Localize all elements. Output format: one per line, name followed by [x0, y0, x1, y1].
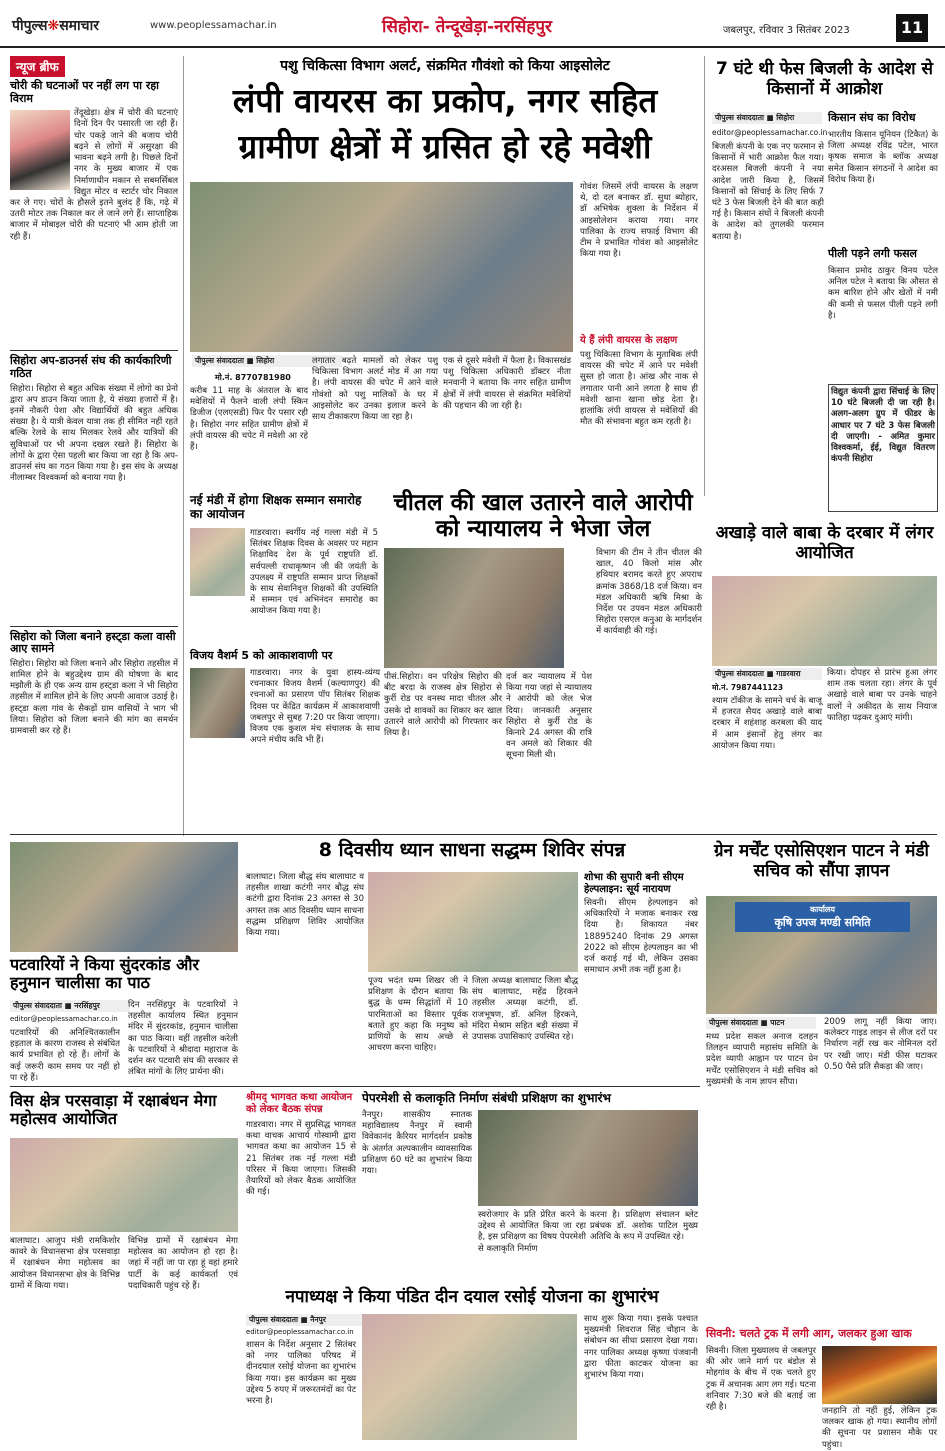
issue-date: जबलपुर, रविवार 3 सितंबर 2023 — [723, 25, 850, 36]
patwari-headline: पटवारियों ने किया सुंदरकांड और हनुमान चालीसा का पाठ — [10, 955, 200, 993]
grain-byline: पीपुल्स संवाददाता ■ पाटन — [706, 1017, 816, 1029]
divider — [10, 350, 178, 351]
page-number: 11 — [896, 14, 928, 42]
seoni-headline: सिवनी: चलते ट्रक में लगी आग, जलकर हुआ खाक — [706, 1327, 912, 1340]
nagar-email: editor@peoplessamachar.co.in — [246, 1328, 354, 1336]
chital-headline: चीतल की खाल उतारने वाले आरोपी को न्यायालय ने भेजा जेल — [393, 490, 693, 543]
section-divider — [10, 834, 937, 835]
nagar-photo — [362, 1314, 577, 1440]
akhada-headline: अखाड़े वाले बाबा के दरबार में लंगर आयोजित — [715, 523, 934, 563]
lead-body-3: एक से दूसरे मवेशी में फैला है। विकासखंड पशु चिकित्सा अधिकारी डॉक्टर नीता मनवानी ने बताया कि नगर सहित ग्रामीण क्षेत्रों में लंपी वायरस से संक्रमित मवेशियों की पहचान की जा रही है। — [443, 356, 571, 411]
akhada-body-1: श्याम टॉकीज के सामने चर्च के बाजू में हजरत सैयद अखाड़े वाले बाबा दरबार में शहंशाह करबला की याद में आम इंसानों हेतु लंगर का आयोजन किया गया। — [712, 696, 822, 751]
electricity-quote-box: विद्युत कंपनी द्वारा सिंचाई के लिए 10 घंटे बिजली दी जा रही है। अलग-अलग ग्रुप में फीडर के आधार पर 7 घंटे 3 फेस बिजली दी जाएगी। - अमित कुमार विश्वकर्मा, ईई, विद्युत वितरण कंपनी सिहोरा — [828, 384, 938, 512]
nagar-headline: नपाध्यक्ष ने किया पंडित दीन दयाल रसोई योजना का शुभारंभ — [285, 1287, 659, 1307]
dhyan-body-1: बालाघाट। जिला बौद्ध संघ बालाघाट व तहसील शाखा कटंगी नगर बौद्ध संघ कटंगी द्वारा दिनांक 23 अगस्त से 30 अगस्त तक आठ दिवसीय ध्यान साधना सद्धम्म प्रशिक्षण शिविर आयोजित किया गया। — [246, 872, 364, 939]
paper-caption: स्वरोजगार के प्रति प्रेरित करने के उद्देश्य से आयोजित किया जा रहा है, इस प्रशिक्षण का विषय पेपरमेशी से कलाकृति निर्माण — [478, 1210, 586, 1254]
akhada-mobile: मो.नं. 7987441123 — [712, 683, 784, 692]
newspaper-logo: पीपुल्स❋समाचार — [12, 18, 99, 34]
patwari-byline: पीपुल्स संवाददाता ■ नरसिंहपुर — [10, 1000, 130, 1012]
dhyan-body-2: जिला अध्यक्ष बालाघाट जिला बौद्ध संघ बालाघाट, महेंद्र हिरकने तहसील अध्यक्ष कटंगी, डॉ. राजभूषण, डॉ. अनिल हिरकने, मंदिरा मेश्राम सहित बड़ी संख्या में उपासक उपासिकाएं उपस्थित रहे। — [472, 976, 578, 1043]
section-divider — [10, 1086, 700, 1087]
akhada-photo-langar — [712, 576, 937, 666]
patwari-body-1: पटवारियों की अनिश्चितकालीन हड़ताल के कारण राजस्व से संबंधित कार्य प्रभावित हो रहे हैं। लोगों के कई जरूरी काम समय पर नहीं हो पा रहे हैं। — [10, 1028, 120, 1083]
news-brief-column — [10, 56, 178, 876]
brief-body-district: सिहोरा। सिहोरा को जिला बनाने और सिहोरा तहसील में शामिल होने के बहुउद्देश्य ग्राम की घोषणा के बाद मझौली के ही एक अन्य ग्राम हस्ट्डा कला ने भी सिहोरा तहसील में शामिल होने के लिए अपनी आवाज उठाई है। हस्ट्डा कला गांव के सैकड़ों ग्राम वासियों ने भाग भी लिया। सिहोरा को जिला बनाने की मांग का समर्थन ग्रामवासी कर रहे हैं। — [10, 658, 178, 737]
paper-body: नैनपुर। शासकीय स्नातक महाविद्यालय नैनपुर में स्वामी विवेकानंद कैरियर मार्गदर्शन प्रकोष्ठ के अंतर्गत अल्पकालीन व्यावसायिक प्रशिक्षण 60 घंटे का शुभारंभ किया गया। — [362, 1110, 472, 1177]
electricity-side-body-2: किसान प्रमोद ठाकुर विनय पटेल अनिल पटेल ने बताया कि औसत से कम बारिश होने और खेतों में नमी की कमी से फसल पीली पड़ने लगी है। — [828, 266, 938, 321]
lead-photo-byline: पीपुल्स संवाददाता ■ सिहोरा — [192, 355, 342, 367]
section-title: सिहोरा- तेन्दूखेड़ा-नरसिंहपुर — [382, 17, 553, 37]
electricity-side-head-2: पीली पड़ने लगी फसल — [828, 247, 918, 260]
electricity-side-head-1: किसान संघ का विरोध — [828, 111, 916, 124]
lead-mobile: मो.नं. 8770781980 — [215, 373, 291, 382]
electricity-body: बिजली कंपनी के एक नए फरमान से किसानों में भारी आक्रोश फैल गया। दरअसल बिजली कंपनी ने नया आदेश जारी किया है, जिसमें किसानों को सिंचाई के लिए सिर्फ 7 घंटे 3 फेस बिजली देने की बात कही गई है। किसान संघों ने बिजली कंपनी के आदेश को तुगलकी फरमान बताया है। — [712, 142, 824, 242]
teacher-portrait — [190, 528, 245, 596]
patwari-photo — [10, 842, 238, 952]
grain-headline: ग्रेन मर्चेंट एसोसिएशन पाटन ने मंडी सचिव को सौंपा ज्ञापन — [714, 841, 929, 881]
column-rule — [183, 56, 184, 836]
raksha-body-2: विभिन्न ग्रामों में रक्षाबंधन मेगा महोत्सव का आयोजन हो रहा है। जहां में नहीं जा पा रहा हूं वहां हमारे पार्टी के कई कार्यकर्ता एवं पदाधिकारी पहुंच रहे हैं। — [128, 1236, 238, 1291]
dhyan-photo — [368, 872, 578, 972]
chital-photo-accused — [384, 548, 564, 668]
akhada-byline: पीपुल्स संवाददाता ■ गाडरवारा — [712, 668, 822, 680]
raksha-body-1: बालाघाट। आजुप मंत्री रामकिशोर कावरे के विधानसभा क्षेत्र परसवाड़ा में रक्षाबंधन मेगा महोत्सव का आयोजन विधानसभा क्षेत्र के विभिन्न ग्रामों में किया गया। — [10, 1236, 120, 1291]
patwari-email: editor@peoplessamachar.co.in — [10, 1015, 118, 1023]
nagar-body-1: शासन के निर्देश अनुसार 2 सितंबर को नगर पालिका परिषद में दीनदयाल रसोई योजना का शुभारंभ किया गया। इस कार्यक्रम का मुख्य उद्देश्य 5 रुपए में जरूरतमंदों का पेट भरना है। — [246, 1340, 356, 1407]
seoni-caption: जनहानि तो नहीं हुई, लेकिन ट्रक जलकर खाक हो गया। स्थानीय लोगों की सूचना पर प्रशासन मौके पर पहुंचा। — [822, 1406, 937, 1450]
mandi-board-top: कार्यालय — [810, 905, 835, 914]
shobha-body: सिवनी। सीएम हेल्पलाइन को अधिकारियों ने मजाक बनाकर रख दिया है। शिकायत नंबर 18895240 दिनांक 29 अगस्त 2022 को सीएम हेल्पलाइन का भी दर्ज कराई गई थी, लेकिन उसका समाधान अभी तक नहीं हुआ है। — [584, 898, 698, 976]
lead-subhead-symptoms: ये हैं लंपी वायरस के लक्षण — [580, 335, 678, 346]
raksha-photo — [10, 1138, 238, 1232]
lead-body-1: करीब 11 माह के अंतराल के बाद मवेशियों में फैलने वाली लंपी स्किन डिजीज (एलएसडी) फिर पैर पसार रही है। सिहोरा नगर सहित ग्रामीण क्षेत्रों में लंपी वायरस की चपेट में मवेशी आ रहे हैं। — [190, 386, 308, 453]
brief-body-theft: तेंदूखेड़ा। क्षेत्र में चोरी की घटनाएं दिनों दिन पैर पसारती जा रही हैं। चोर पकड़े जाने की बजाय चोरी बढ़ने से लोगों में असुरक्षा की भावना बढ़ने लगी है। पिछले दिनों नगर के मुख्य बाजार में एक निर्माणाधीन मकान से सबमर्सिबल विद्युत मोटर व स्टार्टर चोर निकाल कर ले गए। चोरों के हौसले इतने बुलंद हैं कि, गढ़े में उतरी मोटर तक निकाल कर ले जाने लगे हैं। साप्ताहिक बाजार में मोबाइल चोरी की घटनाएं भी आम होती जा रही हैं। — [10, 108, 178, 242]
seoni-body: सिवनी। जिला मुख्यालय से जबलपुर की ओर जाने मार्ग पर बंडोल से मोहगांव के बीच में एक चलते हुए ट्रक में अचानक आग लग गई। घटना शनिवार 7:30 बजे की बताई जा रही है। — [706, 1346, 816, 1413]
mandi-board — [735, 902, 910, 932]
nagar-byline: पीपुल्स संवाददाता ■ नैनपुर — [246, 1314, 376, 1326]
mandi-board-title: कृषि उपज मण्डी समिति — [774, 916, 871, 929]
electricity-headline: 7 घंटे थी फेस बिजली के आदेश से किसानों में आक्रोश — [716, 59, 933, 99]
teacher-headline: नई मंडी में होगा शिक्षक सम्मान समारोह का आयोजन — [190, 493, 362, 521]
akhada-body-2: किया। दोपहर से प्रारंभ हुआ लंगर शाम तक चलता रहा। लंगर के पूर्व अखाड़े वाले बाबा पर उनके चाहने वालों ने अकीदत के साथ नियाज फातिहा पढ़कर दुआएं मांगी। — [827, 668, 937, 723]
thief-illustration — [10, 110, 70, 190]
vijay-body: गाडरवारा। नगर के युवा हास्य-व्यंग्य रचनाकार विजय वैशर्म (कल्याणपुर) की रचनाओं का प्रसारण पॉप सितंबर शिक्षक दिवस पर केंद्रित कार्यक्रम में आकाशवाणी जबलपुर से सुबह 7:20 पर किया जाएगा। विजय एक कुशल मंच संचालक के साथ अपने मंचीय कवि भी हैं। — [250, 668, 380, 746]
divider — [10, 626, 178, 627]
bhagwat-headline: श्रीमद् भागवत कथा आयोजन को लेकर बैठक संपन्न — [246, 1092, 353, 1115]
vijay-portrait — [190, 668, 245, 738]
grain-body-2: 2009 लागू नहीं किया जाए। कलेक्टर गाइड लाइन से लीज दरों पर निर्धारण नहीं रख कर नोमिनल दरों पर रखी जाए। मंडी फीस घटाकर 0.50 पैसे प्रति सैकड़ा की जाए। — [824, 1017, 937, 1072]
lead-headline-line1: लंपी वायरस का प्रकोप, नगर सहित — [232, 81, 658, 120]
brief-headline-updowners: सिहोरा अप-डाउनर्स संघ की कार्यकारिणी गठित — [10, 354, 172, 380]
brief-headline-theft: चोरी की घटनाओं पर नहीं लग पा रहा विराम — [10, 79, 160, 105]
electricity-byline: पीपुल्स संवाददाता ■ सिहोरा — [712, 112, 822, 124]
lead-photo-cattle — [190, 182, 573, 352]
teacher-body-a: गाडरवारा। स्वर्गीय नई गल्ला मंडी में 5 सितंबर शिक्षक दिवस के अवसर पर महान शिक्षाविद देश के पूर्व राष्ट्रपति डॉ. सर्वपल्ली राधाकृष्णन जी की जयंती के उपलक्ष्य में राष्ट्रपति सम्मान प्राप्त शिक्षकों के साथ सेवानिवृत्त शिक्षकों की उपस्थिति में सम्मान एवं अभिनंदन समारोह का आयोजन किया गया है। — [250, 528, 378, 617]
vijay-headline: विजय वैशर्म 5 को आकाशवाणी पर — [190, 649, 333, 662]
lead-body-5: पशु चिकित्सा विभाग के मुताबिक लंपी वायरस की चपेट में आने पर मवेशी सुस्त हो जाता है। आंख और नाक से लगातार पानी आने लगता है साथ ही मवेशी खाना खाना छोड़ देता है। हालांकि लंपी वायरस से मवेशियों की मौत की संभावना बहुत कम रहती है। — [580, 350, 698, 428]
lead-kicker: पशु चिकित्सा विभाग अलर्ट, संक्रमित गौवंशो को किया आइसोलेट — [280, 58, 610, 74]
chital-body-1: दर्ज कर न्यायालय में पेश किया गया जहां से न्यायालय ने आरोपी को जेल भेज दिया। जानकारी अनुसार सिहोरा से कुर्री रोड के किनारे 24 अगस्त की रात्रि वन अमले को शिकार की सूचना मिली थी। — [506, 672, 592, 761]
shobha-headline: शोभा की सुपारी बनी सीएम हेल्पलाइन: सूर्य नारायण — [584, 872, 684, 895]
electricity-email: editor@peoplessamachar.co.in — [712, 128, 828, 137]
website-url: www.peoplessamachar.in — [150, 20, 277, 31]
patwari-body-2: दिन नरसिंहपुर के पटवारियों ने तहसील कार्यालय स्थित हनुमान मंदिर में सुंदरकांड, हनुमान चालीसा का पाठ किया। वहीं तहसील करेली के पटवारियों ने श्रीदादा महाराज के दर्शन कर पटवारी संघ की सरकार से लंबित मांगों के लिए प्रार्थना की। — [128, 1000, 238, 1078]
dhyan-headline: 8 दिवसीय ध्यान साधना सद्धम्म शिविर संपन्न — [318, 839, 626, 861]
dhyan-caption: पूज्य भदंत धम्म शिखर जी ने प्रशिक्षण के दौरान बताया कि बुद्ध के धम्म सिद्धांतों में 10 पारमिताओं का विस्तार पूर्वक बताते हुए कहा कि मनुष्य को प्राणियों के साथ अच्छे से आचरण करना चाहिए। — [368, 976, 468, 1054]
news-brief-label: न्यूज ब्रीफ — [10, 56, 65, 77]
paper-headline: पेपरमेशी से कलाकृति निर्माण संबंधी प्रशिक्षण का शुभारंभ — [362, 1091, 611, 1105]
chital-caption: पीसं.सिहोरा। वन परिक्षेत्र सिहोरा की बीट बरदा के राजस्व क्षेत्र सिहोरा से कुर्री रोड पर वनस्थ मादा चीतल और उसके दो शावकों का शिकार कर खाल उतारने वाले आरोपी को गिरफ्तार कर लिया है। — [384, 672, 502, 739]
paper-photo — [478, 1110, 698, 1206]
chital-body-2: विभाग की टीम ने तीन चीतल की खाल, 40 किलो मांस और हथियार बरामद करते हुए अपराध क्रमांक 3868/18 दर्ज किया। वन मंडल अधिकारी ऋषि मिश्रा के निर्देश पर उपवन मंडल अधिकारी सिहोरा एसएल कनुआ के मार्गदर्शन में कार्यवाही की गई। — [596, 548, 702, 637]
raksha-headline: विस क्षेत्र परसवाड़ा में रक्षाबंधन मेगा महोत्सव आयोजित — [10, 1091, 217, 1129]
nagar-body-2: साथ शुरू किया गया। इसके पश्चात मुख्यमंत्री शिवराज सिंह चौहान के संबोधन का सीधा प्रसारण देखा गया। नगर पालिका अध्यक्ष कृष्णा पंजवानी द्वारा फीता काटकर योजना का शुभारंभ किया गया। — [584, 1314, 698, 1381]
column-rule — [704, 56, 705, 496]
seoni-photo-fire — [822, 1346, 937, 1404]
lead-body-2: लगातार बढ़ते मामलों को लेकर पशु चिकित्सा विभाग अलर्ट मोड में आ गया है। लंपी वायरस की चपेट में आने वाले गोवंशो को पशु मालिकों के घर में आइसोलेट कर उनका इलाज करने के साथ टीकाकरण किया जा रहा है। — [312, 356, 438, 423]
lead-headline-line2: ग्रामीण क्षेत्रों में ग्रसित हो रहे मवेशी — [238, 127, 652, 166]
brief-body-updowners: सिहोरा। सिहोरा से बहुत अधिक संख्या में लोगो का प्रेनो द्वारा अप डाउन किया जाता है, ये संख्या हजारों में है। इनमें नौकरी पेशा और विद्यार्थियों की बहुत अधिक संख्या है। ये यात्री केवल यात्रा तक ही सीमित नहीं रहते बल्कि रेलवे के साथ मिलकर रेलवे और यात्रियों की सुविधाओं पर भी अपना दखल रखते हैं। सिहोरा के लोगों के द्वारा ऐसा पहली बार किया जा रहा है कि अप-डाउनर्स संघ का गठन किया गया है। इस संघ के अध्यक्ष नीलाम्बर विश्वकर्मा को बनाया गया है। — [10, 383, 178, 484]
brief-headline-district: सिहोरा को जिला बनाने हस्ट्डा कला वासी आए सामने — [10, 629, 176, 656]
bhagwat-body: गाडरवारा। नगर में सुप्रसिद्ध भागवत कथा वाचक आचार्य गोस्वामी द्वारा भागवत कथा का आयोजन 15 से 21 सितंबर तक नई गल्ला मंडी परिसर में किया जाएगा। जिसकी तैयारियों को लेकर बैठक आयोजित की गई। — [246, 1120, 356, 1198]
paper-body-2: करना है। प्रशिक्षण संचालन ब्लेट प्रबंधक डॉ. अशोक पाटिल मुख्य अतिथि के रूप में उपस्थित रहे। — [590, 1210, 698, 1243]
lead-body-4: गोवंश जिसमें लंपी वायरस के लक्षण थे, दो दल बनाकर डॉ. सुधा ब्योहार, डॉ अभिषेक शुक्ला के निर्देशन में आइसोलेशन कराया गया। नगर पालिका के राज्य सफाई विभाग की टीम ने प्रभावित गोवंश को आइसोलेट किया गया है। — [580, 182, 698, 260]
grain-body-1: मध्य प्रदेश सकल अनाज दलहन तिलहन व्यापारी महासंघ समिति के प्रदेश व्यापी आह्वान पर पाटन ग्रेन मर्चेंट एसोसिएशन ने मंडी सचिव को मुख्यमंत्री के नाम ज्ञापन सौंपा। — [706, 1032, 818, 1087]
electricity-side-body-1: भारतीय किसान यूनियन (टिकैत) के जिला अध्यक्ष रविंद्र पटेल, भारत कृषक समाज के ब्लॉक अध्यक्ष समेत किसान संगठनों ने आदेश का विरोध किया है। — [828, 130, 938, 185]
